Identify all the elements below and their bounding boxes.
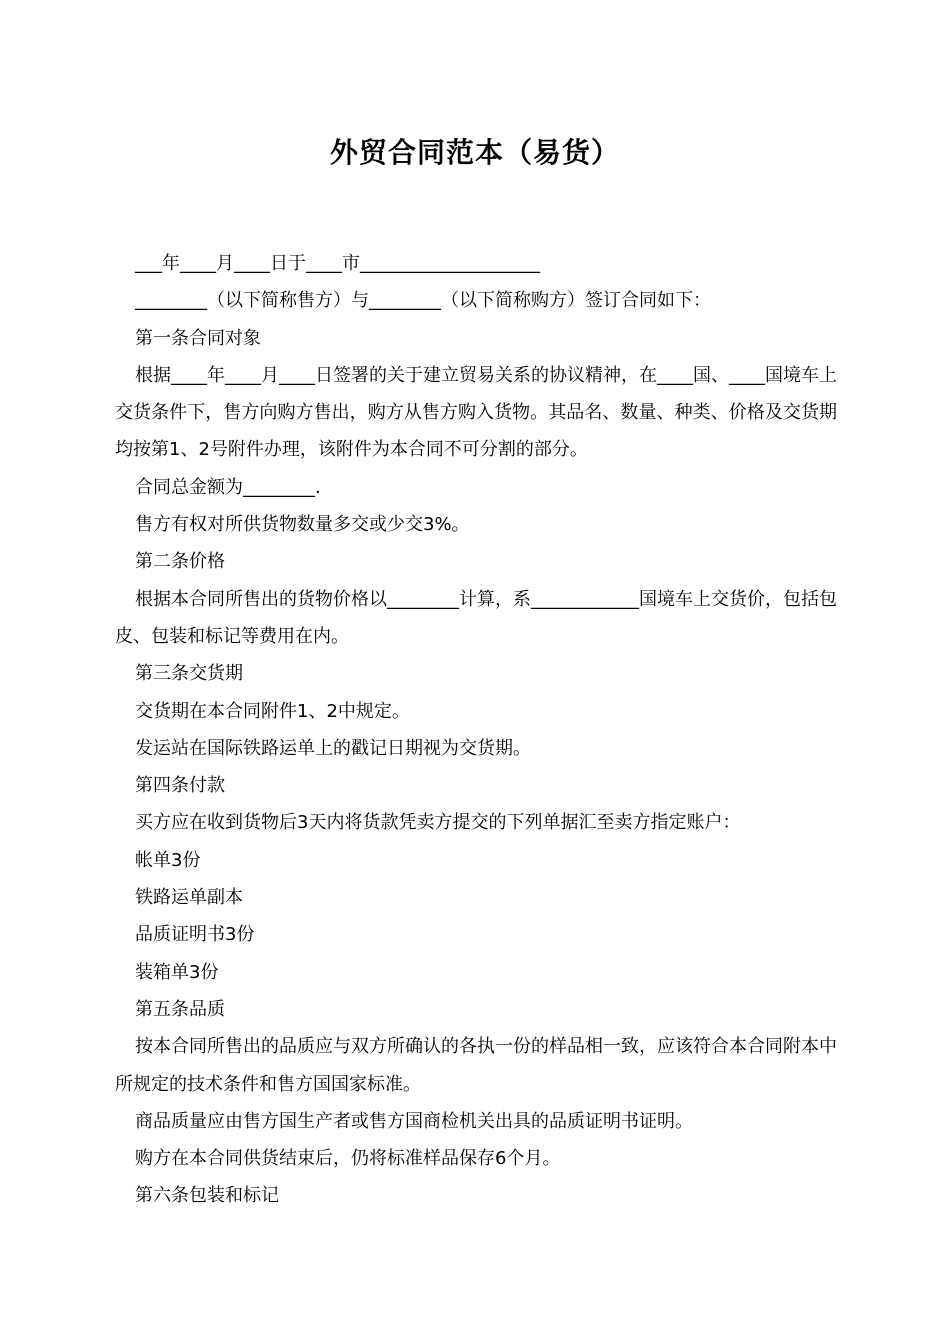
document-item-quality-certificate: 品质证明书3份 bbox=[135, 924, 255, 946]
delivery-period-line: 交货期在本合同附件1、2中规定。 bbox=[135, 700, 410, 722]
article-3-heading: 第三条交货期 bbox=[135, 663, 243, 685]
document-item-invoice: 帐单3份 bbox=[135, 849, 201, 871]
article-6-heading: 第六条包装和标记 bbox=[135, 1185, 279, 1207]
article-2-paragraph: 根据本合同所售出的货物价格以________计算，系____________国境车上交货价，包括包皮、包装和标记等费用在内。 bbox=[115, 588, 837, 647]
article-5-paragraph: 按本合同所售出的品质应与双方所确认的各执一份的样品相一致，应该符合本合同附本中所规定的技术条件和售方国国家标准。 bbox=[115, 1036, 837, 1095]
article-1-heading: 第一条合同对象 bbox=[135, 327, 261, 349]
quantity-tolerance-line: 售方有权对所供货物数量多交或少交3%。 bbox=[135, 514, 470, 536]
date-place-line: ___年____月____日于____市____________________ bbox=[135, 253, 540, 274]
parties-line: ________（以下简称售方）与________（以下简称购方）签订合同如下： bbox=[135, 290, 711, 312]
article-4-heading: 第四条付款 bbox=[135, 775, 225, 797]
document-item-waybill: 铁路运单副本 bbox=[135, 887, 243, 909]
document-body bbox=[115, 245, 837, 1215]
delivery-date-line: 发运站在国际铁路运单上的戳记日期视为交货期。 bbox=[135, 737, 531, 759]
quality-certificate-line: 商品质量应由售方国生产者或售方国商检机关出具的品质证明书证明。 bbox=[135, 1110, 693, 1132]
document-title: 外贸合同范本（易货） bbox=[329, 136, 620, 169]
article-1-paragraph: 根据____年____月____日签署的关于建立贸易关系的协议精神，在____国、____国境车上交货条件下，售方向购方售出，购方从售方购入货物。其品名、数量、种类、价格及交货期均按第1、2号附件办理，该附件为本合同不可分割的部分。 bbox=[115, 364, 837, 461]
article-2-heading: 第二条价格 bbox=[135, 551, 225, 573]
sample-retention-line: 购方在本合同供货结束后，仍将标准样品保存6个月。 bbox=[135, 1148, 561, 1170]
payment-line: 买方应在收到货物后3天内将货款凭卖方提交的下列单据汇至卖方指定账户： bbox=[135, 812, 741, 834]
total-amount-line: 合同总金额为________. bbox=[135, 476, 321, 498]
document-item-packing-list: 装箱单3份 bbox=[135, 961, 219, 983]
article-5-heading: 第五条品质 bbox=[135, 998, 225, 1020]
